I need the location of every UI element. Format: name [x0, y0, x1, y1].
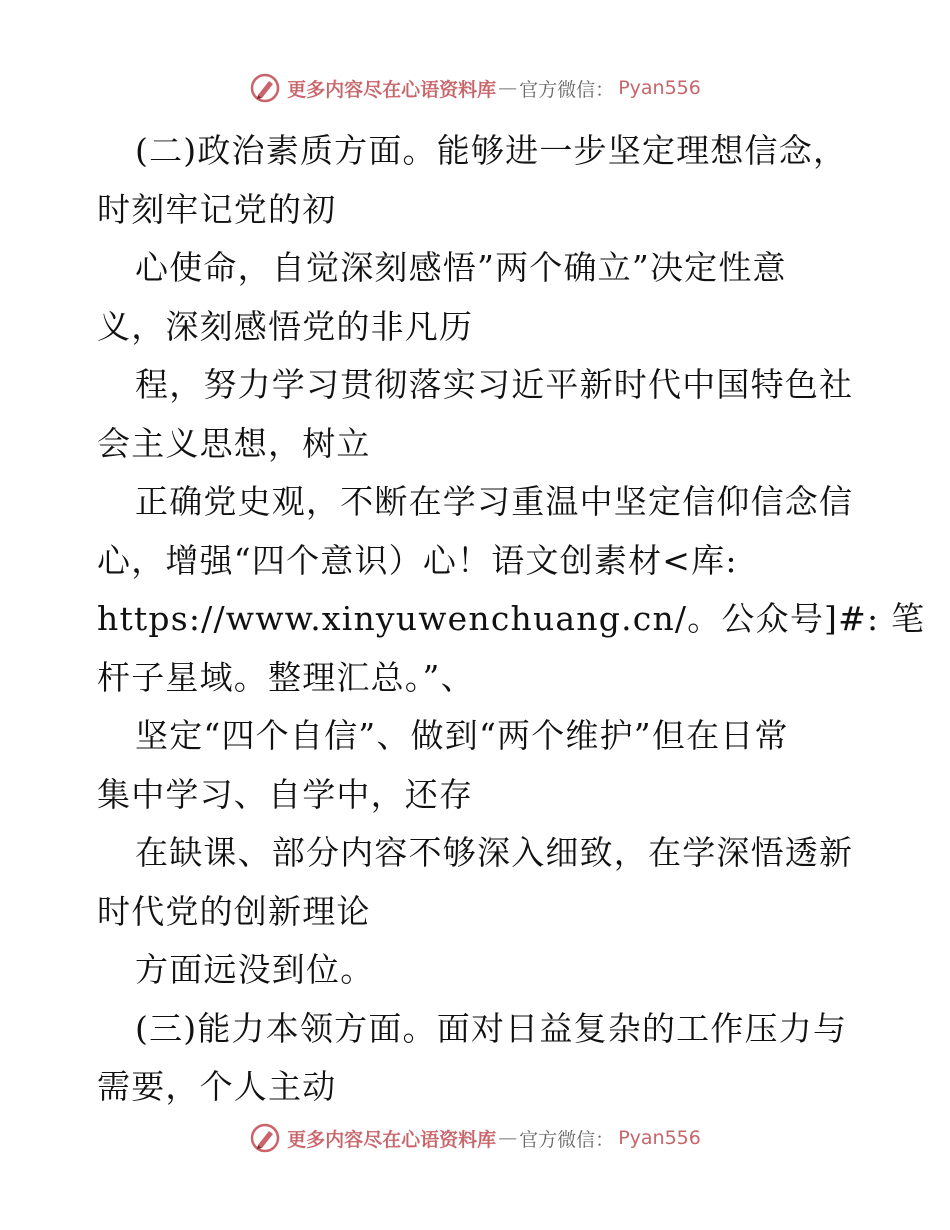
text-line: (三)能力本领方面。面对日益复杂的工作压力与 [135, 1008, 848, 1048]
watermark-wechat-id: Pyan556 [618, 1127, 701, 1149]
watermark-text: 更多内容尽在心语资料库 [287, 78, 497, 101]
watermark-dash: — [498, 77, 518, 99]
text-line: 会主义思想，树立 [97, 423, 371, 463]
text-line: 正确党史观，不断在学习重温中坚定信仰信念信 [135, 482, 854, 521]
text-line: 义，深刻感悟党的非凡历 [97, 306, 474, 346]
text-line: 时代党的创新理论 [97, 891, 371, 931]
text-line: 程，努力学习贯彻落实习近平新时代中国特色社 [135, 365, 854, 404]
text-line: https://www.xinyuwenchuang.cn/。公众号]#: 笔 [97, 599, 926, 638]
text-line: 在缺课、部分内容不够深入细致，在学深悟透新 [135, 833, 854, 872]
document-body [97, 122, 926, 1117]
text-line: 坚定“四个自信”、做到“两个维护”但在日常 [135, 716, 789, 755]
watermark-official-label: 官方微信： [519, 78, 615, 101]
text-line: 心，增强“四个意识）心！语文创素材<库: [97, 540, 738, 580]
pen-logo-icon [249, 1122, 281, 1154]
header-watermark [0, 72, 950, 104]
text-line: 心使命，自觉深刻感悟”两个确立”决定性意 [135, 248, 787, 287]
footer-watermark [0, 1122, 950, 1154]
pen-logo-icon [249, 72, 281, 104]
text-line: 方面远没到位。 [135, 950, 375, 989]
text-line: (二)政治素质方面。能够进一步坚定理想信念， [135, 131, 848, 170]
watermark-wechat-id: Pyan556 [618, 77, 701, 99]
text-line: 杆子星域。整理汇总。”、 [97, 657, 475, 697]
watermark-official-label: 官方微信： [519, 1128, 615, 1151]
text-line: 需要，个人主动 [97, 1067, 337, 1106]
text-line: 时刻牢记党的初 [97, 189, 337, 229]
watermark-dash: — [498, 1127, 518, 1149]
text-line: 集中学习、自学中，还存 [97, 774, 474, 814]
watermark-text: 更多内容尽在心语资料库 [287, 1128, 497, 1151]
